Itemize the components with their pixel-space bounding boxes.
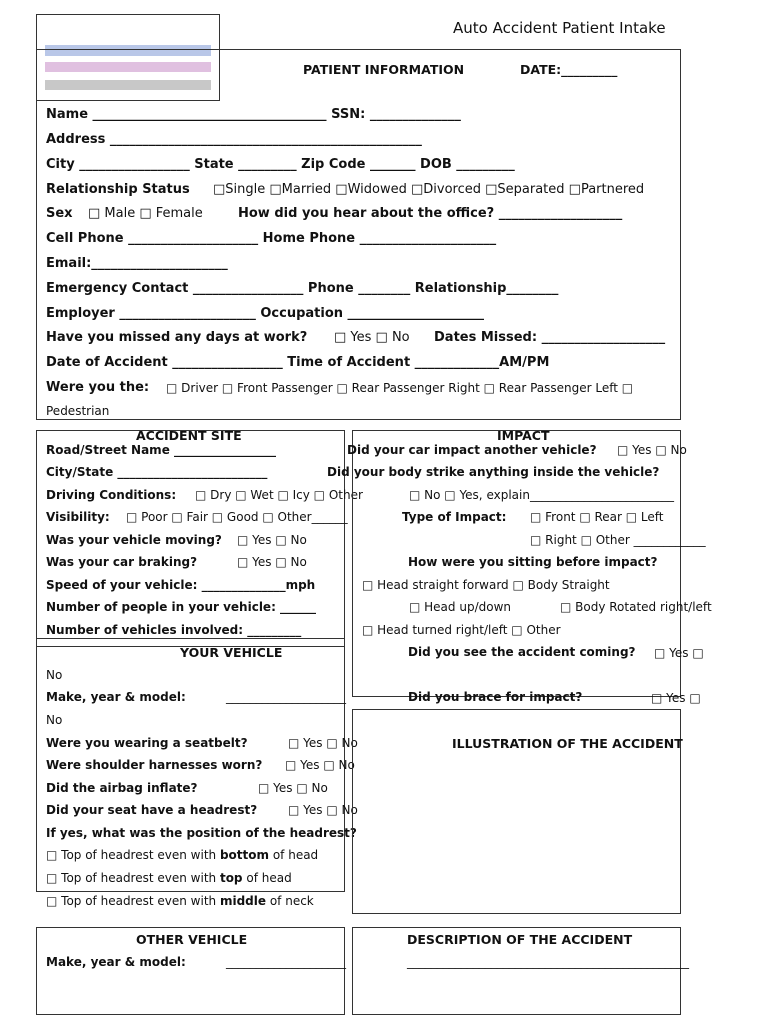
see-accident-question: Did you see the accident coming?: [408, 645, 636, 659]
headrest-opt1-bold: bottom: [219, 848, 270, 862]
accident-date-time-line[interactable]: Date of Accident _________________ Time of Accident _____________AM/PM: [46, 355, 550, 370]
sitting-options-row-2b[interactable]: □ Body Rotated right/left: [560, 600, 712, 614]
emergency-contact-line[interactable]: Emergency Contact _________________ Phone ________ Relationship________: [46, 281, 559, 296]
dates-missed-field[interactable]: Dates Missed: ___________________: [434, 330, 666, 345]
missed-work-options[interactable]: □ Yes □ No: [334, 330, 410, 345]
people-count-field[interactable]: Number of people in your vehicle: ______: [46, 600, 317, 614]
harness-question: Were shoulder harnesses worn?: [46, 758, 263, 772]
headrest-opt2-pre: □ Top of headrest even with: [46, 871, 220, 885]
body-strike-options[interactable]: □ No □ Yes, explain________________________: [409, 488, 674, 502]
headrest-position-question: If yes, what was the position of the headrest?: [46, 826, 357, 840]
occupant-role-options[interactable]: □ Driver □ Front Passenger □ Rear Passenger Right □ Rear Passenger Left □: [166, 381, 634, 395]
visibility-options[interactable]: □ Poor □ Fair □ Good □ Other______: [126, 510, 348, 524]
sitting-options-row-2a[interactable]: □ Head up/down: [409, 600, 511, 614]
sitting-options-row-3[interactable]: □ Head turned right/left □ Other: [362, 623, 561, 637]
sitting-position-question: How were you sitting before impact?: [408, 555, 658, 569]
form-title: Auto Accident Patient Intake: [453, 19, 666, 37]
seatbelt-options[interactable]: □ Yes □ No: [288, 736, 358, 750]
email-line[interactable]: Email:_____________________: [46, 256, 228, 271]
vehicle-make-field[interactable]: ____________________: [226, 690, 346, 704]
patient-info-header: PATIENT INFORMATION: [303, 62, 465, 77]
other-vehicle-header: OTHER VEHICLE: [136, 932, 248, 947]
impact-vehicle-options[interactable]: □ Yes □ No: [617, 443, 687, 457]
missed-work-label: Have you missed any days at work?: [46, 330, 308, 345]
headrest-opt2-post: of head: [242, 871, 292, 885]
address-line[interactable]: Address ________________________________________________: [46, 132, 422, 147]
other-vehicle-make-label: Make, year & model:: [46, 955, 186, 969]
visibility-label: Visibility:: [46, 510, 110, 524]
sex-options[interactable]: □ Male □ Female: [88, 206, 203, 221]
vehicle-moving-options[interactable]: □ Yes □ No: [237, 533, 307, 547]
description-line[interactable]: _______________________________________________: [407, 955, 689, 969]
impact-type-options-1[interactable]: □ Front □ Rear □ Left: [530, 510, 664, 524]
illustration-header: ILLUSTRATION OF THE ACCIDENT: [452, 736, 683, 751]
no-text-2: No: [46, 713, 63, 727]
pedestrian-option[interactable]: Pedestrian: [46, 404, 110, 418]
body-strike-question: Did your body strike anything inside the vehicle?: [327, 465, 660, 479]
road-field[interactable]: Road/Street Name _________________: [46, 443, 277, 457]
airbag-options[interactable]: □ Yes □ No: [258, 781, 328, 795]
headrest-opt1-post: of head: [269, 848, 319, 862]
were-you-label: Were you the:: [46, 380, 150, 395]
referral-source-line[interactable]: How did you hear about the office? ___________________: [238, 206, 623, 221]
city-state-zip-dob-line[interactable]: City _________________ State _________ Zip Code _______ DOB _________: [46, 157, 515, 172]
city-state-field[interactable]: City/State _________________________: [46, 465, 268, 479]
accident-site-header: ACCIDENT SITE: [136, 428, 242, 443]
your-vehicle-header: YOUR VEHICLE: [180, 645, 283, 660]
headrest-question: Did your seat have a headrest?: [46, 803, 258, 817]
headrest-position-option-1[interactable]: [46, 848, 318, 862]
relationship-status-options[interactable]: □Single □Married □Widowed □Divorced □Separated □Partnered: [213, 182, 645, 197]
headrest-position-option-3[interactable]: [46, 894, 314, 908]
impact-type-label: Type of Impact:: [402, 510, 507, 524]
airbag-question: Did the airbag inflate?: [46, 781, 198, 795]
impact-header: IMPACT: [497, 428, 550, 443]
relationship-status-label: Relationship Status: [46, 182, 190, 197]
date-field[interactable]: DATE:_________: [520, 62, 618, 77]
vehicle-count-field[interactable]: Number of vehicles involved: _________: [46, 623, 302, 637]
braking-options[interactable]: □ Yes □ No: [237, 555, 307, 569]
see-accident-options[interactable]: □ Yes □: [654, 646, 704, 660]
vehicle-make-label: Make, year & model:: [46, 690, 186, 704]
driving-conditions-options[interactable]: □ Dry □ Wet □ Icy □ Other: [195, 488, 363, 502]
headrest-options[interactable]: □ Yes □ No: [288, 803, 358, 817]
brace-question: Did you brace for impact?: [408, 690, 583, 704]
description-header: DESCRIPTION OF THE ACCIDENT: [407, 932, 633, 947]
impact-vehicle-question: Did your car impact another vehicle?: [347, 443, 597, 457]
headrest-opt3-bold: middle: [219, 894, 267, 908]
headrest-opt3-pre: □ Top of headrest even with: [46, 894, 220, 908]
phone-line[interactable]: Cell Phone ____________________ Home Phone _____________________: [46, 231, 497, 246]
employer-line[interactable]: Employer _____________________ Occupation _____________________: [46, 306, 485, 321]
name-ssn-line[interactable]: Name ____________________________________ SSN: ______________: [46, 107, 461, 122]
headrest-opt2-bold: top: [219, 871, 243, 885]
no-text-1: No: [46, 668, 63, 682]
sex-label: Sex: [46, 206, 73, 221]
impact-type-options-2[interactable]: □ Right □ Other ____________: [530, 533, 706, 547]
vehicle-moving-label: Was your vehicle moving?: [46, 533, 222, 547]
speed-field[interactable]: Speed of your vehicle: ______________mph: [46, 578, 316, 592]
other-vehicle-make-field[interactable]: ____________________: [226, 955, 346, 969]
sitting-options-row-1[interactable]: □ Head straight forward □ Body Straight: [362, 578, 610, 592]
harness-options[interactable]: □ Yes □ No: [285, 758, 355, 772]
braking-label: Was your car braking?: [46, 555, 198, 569]
headrest-position-option-2[interactable]: [46, 871, 292, 885]
seatbelt-question: Were you wearing a seatbelt?: [46, 736, 248, 750]
driving-conditions-label: Driving Conditions:: [46, 488, 177, 502]
brace-options[interactable]: □ Yes □: [651, 691, 701, 705]
headrest-opt3-post: of neck: [266, 894, 314, 908]
headrest-opt1-pre: □ Top of headrest even with: [46, 848, 220, 862]
